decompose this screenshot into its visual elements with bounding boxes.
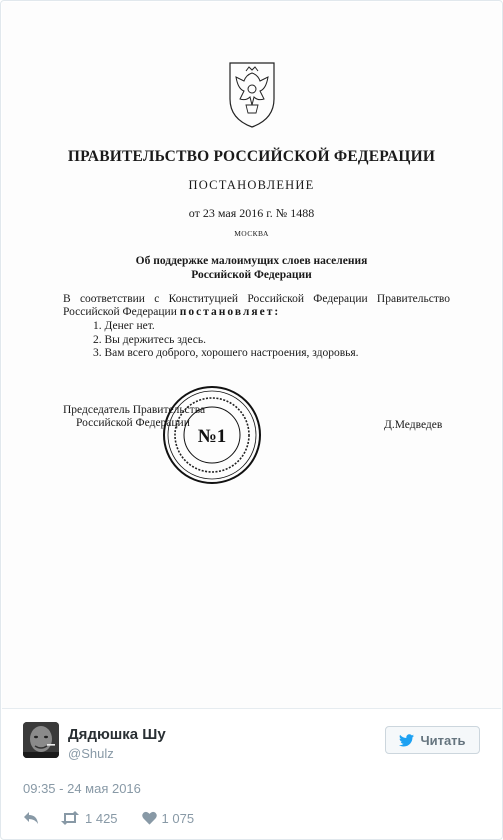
doc-subject-line1: Об поддержке малоимущих слоев населения xyxy=(135,255,368,267)
author-name[interactable]: Дядюшка Шу xyxy=(68,726,166,743)
doc-signatory-title-2: Российской Федерации xyxy=(76,417,190,429)
doc-item: 2. Вы держитесь здесь. xyxy=(93,333,207,346)
follow-button[interactable] xyxy=(385,726,480,754)
follow-label: Читать xyxy=(420,732,466,748)
twitter-bird-icon xyxy=(399,734,414,747)
doc-resolves: постановляет: xyxy=(179,306,281,318)
retweet-icon xyxy=(60,811,80,825)
doc-preamble xyxy=(63,293,450,319)
doc-item: 1. Денег нет. xyxy=(93,320,155,332)
doc-signatory-name: Д.Медведев xyxy=(384,419,443,431)
doc-type: ПОСТАНОВЛЕНИЕ xyxy=(188,178,315,192)
doc-subject-line2: Российской Федерации xyxy=(191,269,312,281)
like-action[interactable] xyxy=(142,811,195,826)
doc-government-title: ПРАВИТЕЛЬСТВО РОССИЙСКОЙ ФЕДЕРАЦИИ xyxy=(67,148,436,165)
coat-of-arms-icon xyxy=(224,59,280,129)
doc-preamble-text: В соответствии с Конституцией Российской Федерации Правительство Российской Федерации xyxy=(63,293,450,318)
tweet-timestamp[interactable]: 09:35 - 24 мая 2016 xyxy=(23,781,141,796)
heart-icon xyxy=(142,811,157,825)
doc-signatory-title-1: Председатель Правительства xyxy=(63,404,206,416)
doc-item: 3. Вам всего доброго, хорошего настроения, здоровья. xyxy=(93,347,359,359)
author-handle[interactable]: @Shulz xyxy=(68,746,114,761)
retweet-action[interactable] xyxy=(60,811,118,826)
like-count: 1 075 xyxy=(161,810,195,826)
avatar-portrait-icon xyxy=(23,722,59,758)
doc-date: от 23 мая 2016 г. № 1488 xyxy=(188,206,315,220)
doc-items xyxy=(93,320,359,361)
retweet-count: 1 425 xyxy=(85,810,118,826)
avatar[interactable] xyxy=(23,722,59,758)
doc-subject xyxy=(2,254,501,282)
official-stamp xyxy=(162,385,262,485)
reply-icon[interactable] xyxy=(23,811,39,825)
doc-city: МОСКВА xyxy=(234,229,269,238)
tweet-photo[interactable] xyxy=(2,2,501,709)
tweet-actions xyxy=(23,809,194,827)
stamp-number: №1 xyxy=(197,426,227,447)
